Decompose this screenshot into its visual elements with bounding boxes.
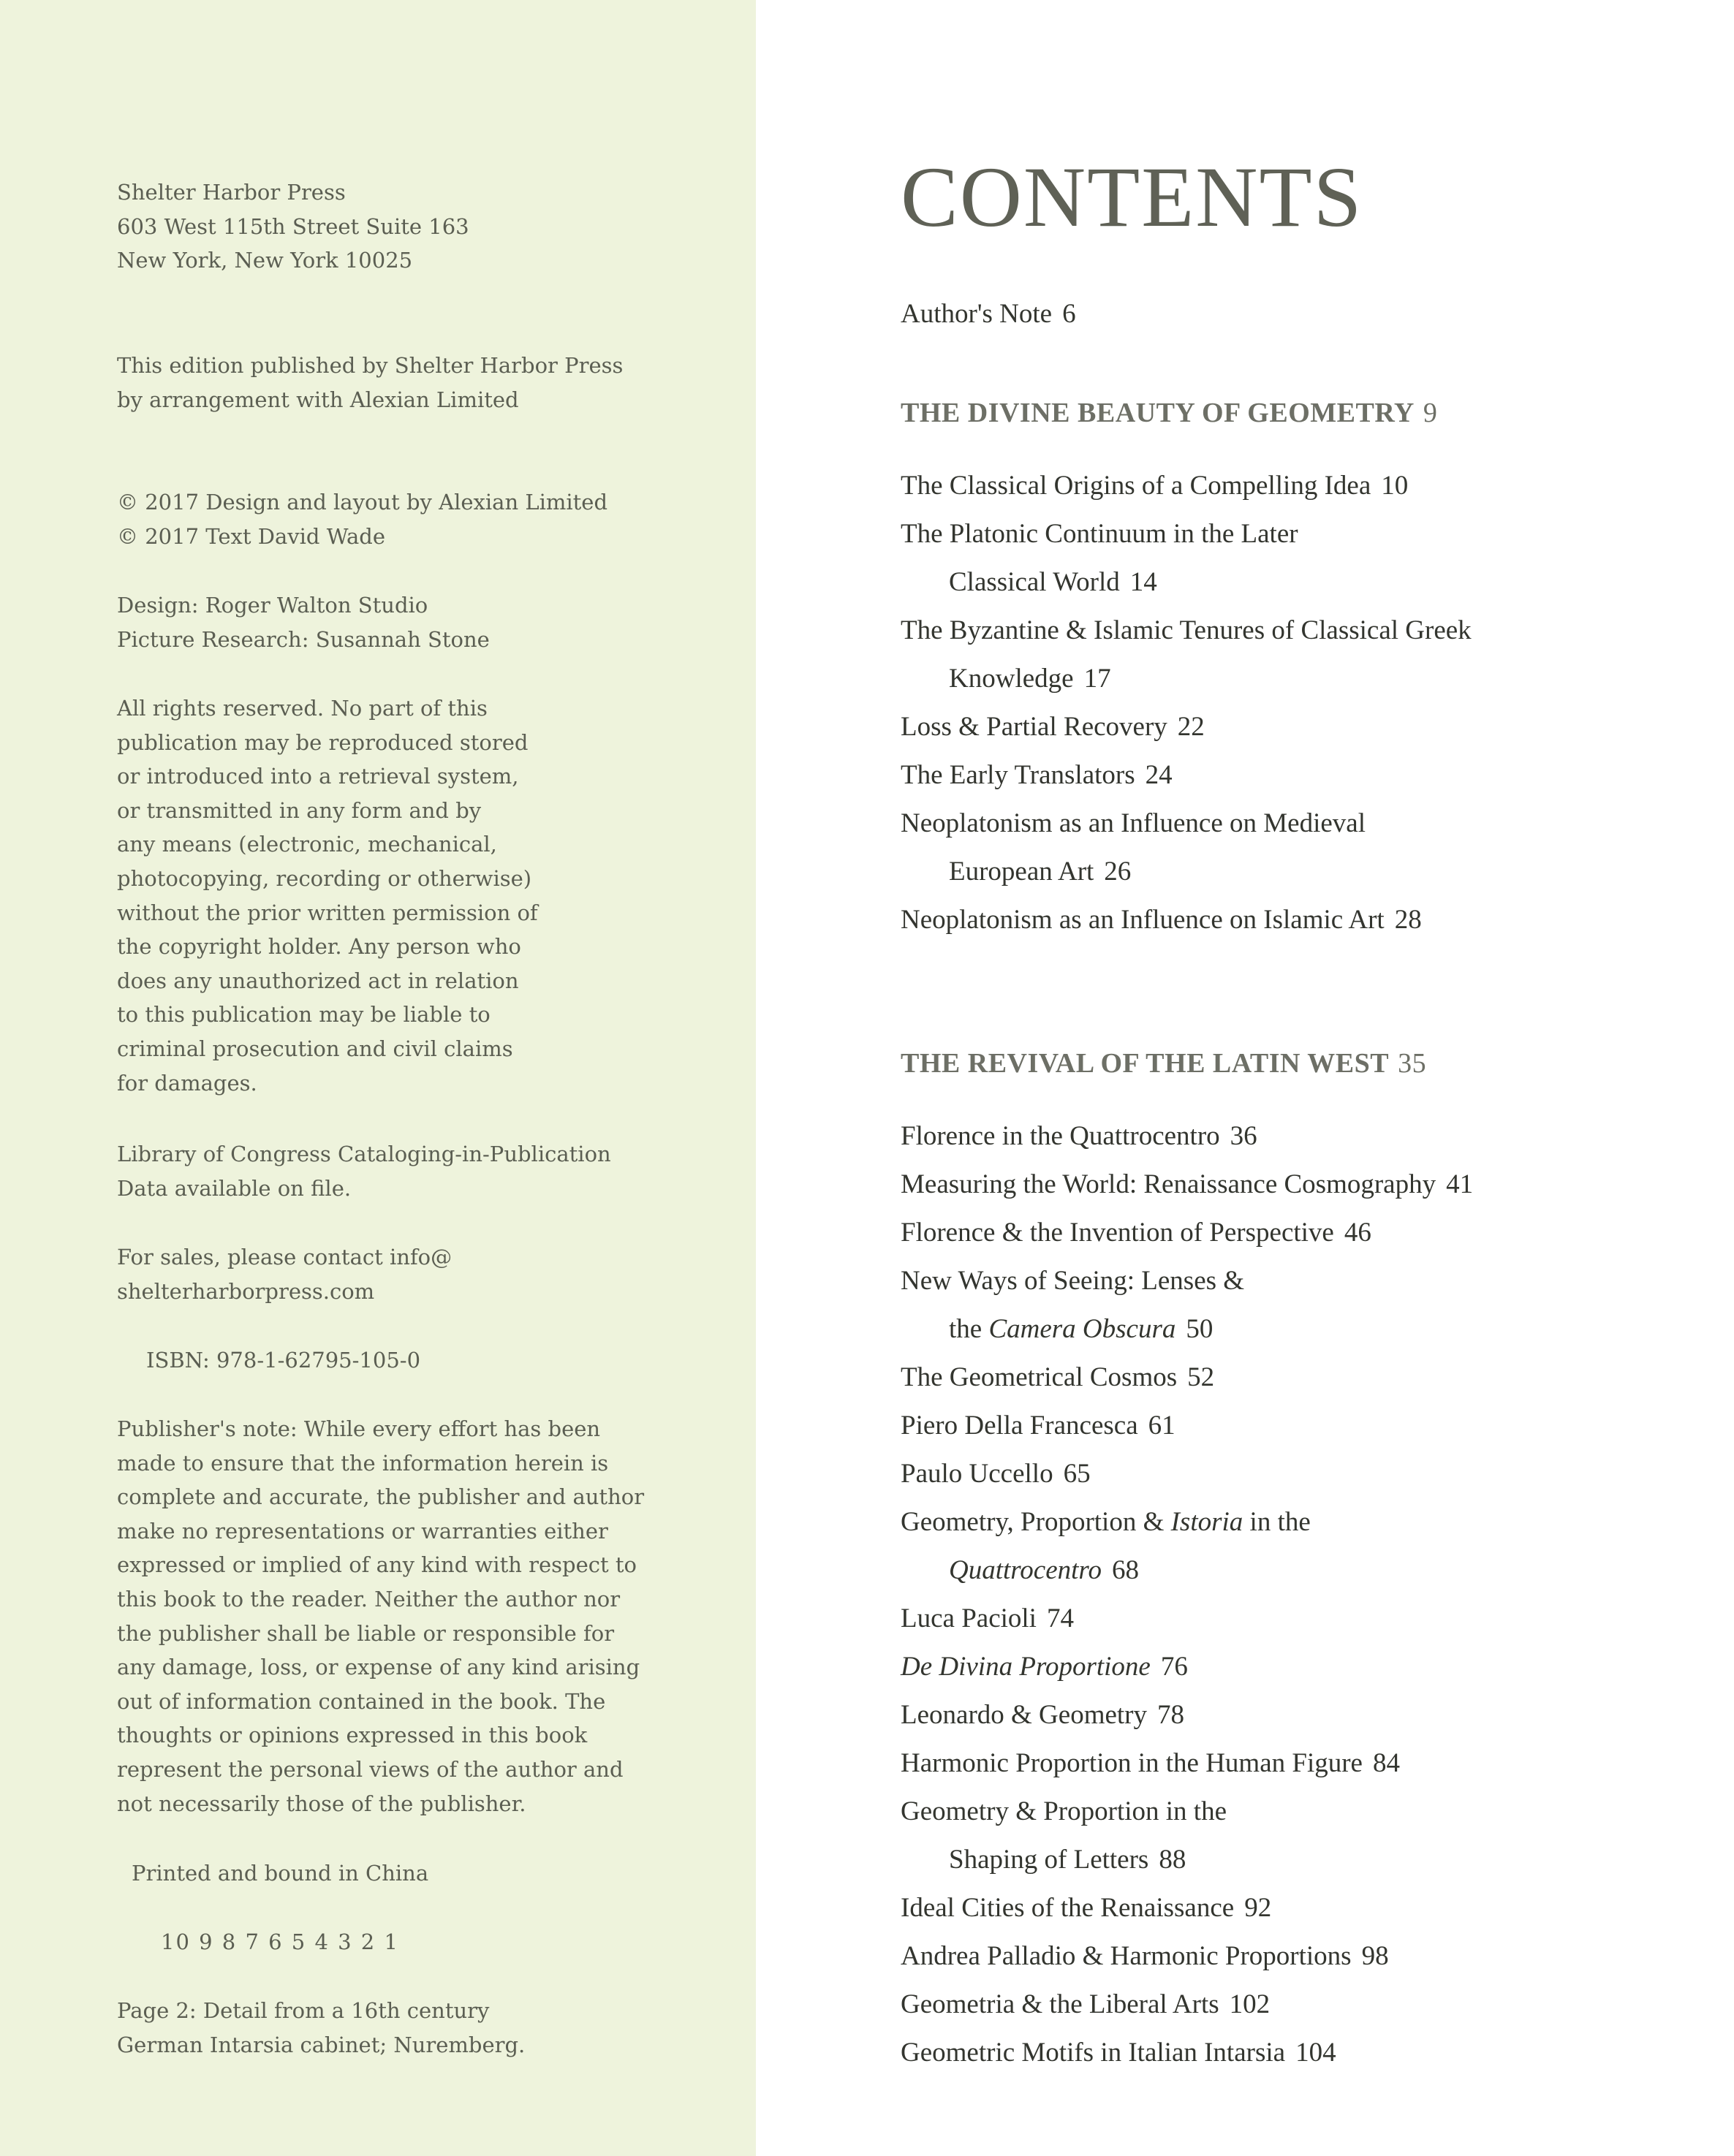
toc-entry[interactable]: The Byzantine & Islamic Tenures of Classical Greek xyxy=(901,615,1472,645)
print-line: 10 9 8 7 6 5 4 3 2 1 xyxy=(161,1929,399,1954)
toc-entry[interactable]: Geometry & Proportion in the xyxy=(901,1796,1227,1826)
toc-entry[interactable]: Leonardo & Geometry 78 xyxy=(901,1700,1184,1730)
toc-entry[interactable]: Neoplatonism as an Influence on Medieval xyxy=(901,808,1366,838)
toc-entry[interactable]: The Platonic Continuum in the Later xyxy=(901,519,1298,549)
toc-entry-continued[interactable]: Knowledge 17 xyxy=(949,664,1111,694)
toc-entry[interactable]: Piero Della Francesca 61 xyxy=(901,1411,1175,1441)
toc-entry-continued[interactable]: Shaping of Letters 88 xyxy=(949,1845,1186,1875)
toc-entry[interactable]: The Classical Origins of a Compelling Idea 10 xyxy=(901,471,1409,501)
toc-entry[interactable]: Geometry, Proportion & Istoria in the xyxy=(901,1507,1311,1537)
sales-contact: For sales, please contact info@ shelterharborpress.com xyxy=(117,1245,453,1304)
edition-note: This edition published by Shelter Harbor Press by arrangement with Alexian Limited xyxy=(117,353,624,412)
cataloging-data: Library of Congress Cataloging-in-Publication Data available on file. xyxy=(117,1142,611,1201)
toc-entry[interactable]: Geometria & the Liberal Arts 102 xyxy=(901,1989,1271,2019)
section-heading-divine-beauty[interactable]: THE DIVINE BEAUTY OF GEOMETRY 9 xyxy=(901,398,1438,428)
toc-entry[interactable]: The Early Translators 24 xyxy=(901,760,1173,790)
rights-statement: All rights reserved. No part of this publication may be reproduced stored or introduced into a retrieval system, or transmitted in any form and by any means (electronic, mechanical, photocopying, recording or otherwise) without the prior written permission of the copyright holder. Any person who does any unauthorized act in relation to this publication may be liable to criminal prosecution and civil claims for damages. xyxy=(117,696,538,1096)
section-heading-latin-west[interactable]: THE REVIVAL OF THE LATIN WEST 35 xyxy=(901,1048,1427,1079)
publisher-address: Shelter Harbor Press 603 West 115th Street Suite 163 New York, New York 10025 xyxy=(117,180,469,273)
toc-entry[interactable]: Neoplatonism as an Influence on Islamic Art 28 xyxy=(901,905,1422,935)
credits: Design: Roger Walton Studio Picture Research: Susannah Stone xyxy=(117,593,490,652)
frontispiece-caption: Page 2: Detail from a 16th century German Intarsia cabinet; Nuremberg. xyxy=(117,1998,526,2057)
toc-entry[interactable]: Measuring the World: Renaissance Cosmography 41 xyxy=(901,1169,1474,1199)
toc-entry-authors-note[interactable]: Author's Note 6 xyxy=(901,299,1076,329)
page-title: CONTENTS xyxy=(901,149,1363,245)
toc-entry[interactable]: Florence & the Invention of Perspective 46 xyxy=(901,1218,1371,1248)
toc-entry[interactable]: Luca Pacioli 74 xyxy=(901,1603,1074,1633)
printed-in: Printed and bound in China xyxy=(132,1861,429,1886)
toc-entry[interactable]: Ideal Cities of the Renaissance 92 xyxy=(901,1893,1272,1923)
toc-entry[interactable]: Loss & Partial Recovery 22 xyxy=(901,712,1205,742)
toc-entry-continued[interactable]: European Art 26 xyxy=(949,857,1132,887)
toc-entry[interactable]: De Divina Proportione 76 xyxy=(901,1652,1188,1682)
toc-entry[interactable]: Andrea Palladio & Harmonic Proportions 98 xyxy=(901,1941,1389,1971)
toc-entry[interactable]: New Ways of Seeing: Lenses & xyxy=(901,1266,1245,1296)
copyright-notice: © 2017 Design and layout by Alexian Limited © 2017 Text David Wade xyxy=(117,490,608,549)
toc-entry-continued[interactable]: Quattrocentro 68 xyxy=(949,1555,1139,1585)
toc-entry-continued[interactable]: Classical World 14 xyxy=(949,567,1157,597)
publisher-note: Publisher's note: While every effort has been made to ensure that the information herein is complete and accurate, the publisher and author make no representations or warranties either expressed or implied of any kind with respect to this book to the reader. Neither the author nor the publisher shall be liable or responsible for any damage, loss, or expense of any kind arising out of information contained in the book. The thoughts or opinions expressed in this book represent the personal views of the author and not necessarily those of the publisher. xyxy=(117,1416,645,1816)
toc-entry[interactable]: The Geometrical Cosmos 52 xyxy=(901,1362,1215,1392)
toc-entry[interactable]: Florence in the Quattrocentro 36 xyxy=(901,1121,1257,1151)
toc-entry-continued[interactable]: the Camera Obscura 50 xyxy=(949,1314,1214,1344)
toc-entry[interactable]: Geometric Motifs in Italian Intarsia 104 xyxy=(901,2038,1336,2068)
toc-entry[interactable]: Harmonic Proportion in the Human Figure 84 xyxy=(901,1748,1400,1778)
toc-entry[interactable]: Paulo Uccello 65 xyxy=(901,1459,1091,1489)
isbn: ISBN: 978-1-62795-105-0 xyxy=(146,1348,421,1373)
